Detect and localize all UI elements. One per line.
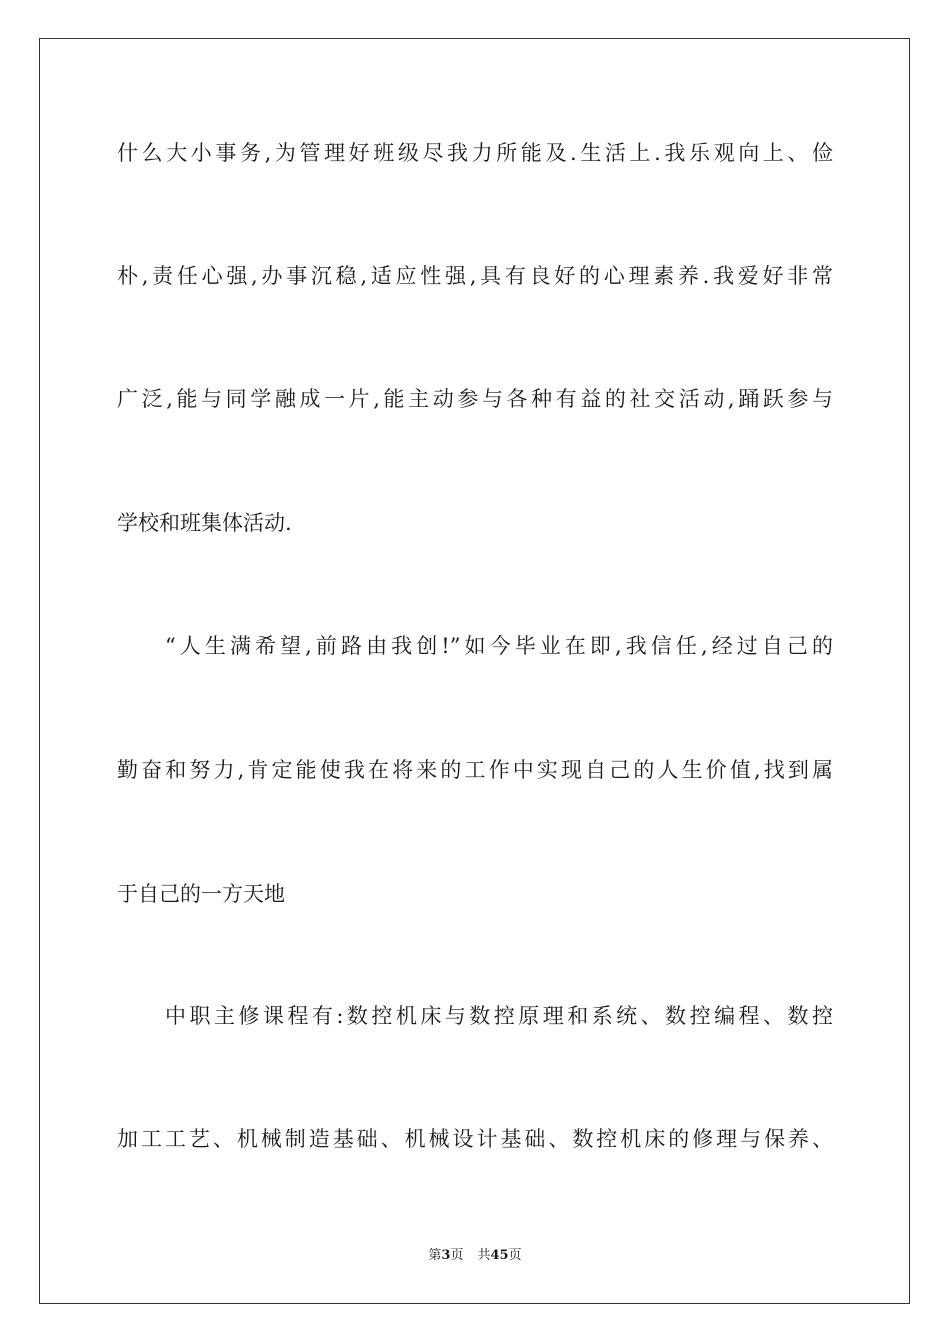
body-text-line-8: 中职主修课程有:数控机床与数控原理和系统、数控编程、数控 bbox=[165, 1004, 833, 1028]
body-text-line-4: 学校和班集体活动. bbox=[117, 511, 292, 535]
footer-page-prefix: 第 bbox=[428, 1248, 442, 1263]
body-text-line-3: 广泛,能与同学融成一片,能主动参与各种有益的社交活动,踊跃参与 bbox=[117, 387, 833, 411]
page-footer bbox=[0, 1246, 950, 1266]
body-text-line-7: 于自己的一方天地 bbox=[117, 882, 285, 906]
footer-total-pages: 45 bbox=[490, 1248, 509, 1263]
footer-total-prefix: 共 bbox=[477, 1248, 491, 1263]
footer-page-number: 3 bbox=[441, 1248, 451, 1263]
body-text-line-2: 朴,责任心强,办事沉稳,适应性强,具有良好的心理素养.我爱好非常 bbox=[117, 264, 833, 288]
page-border bbox=[39, 38, 910, 1304]
body-text-line-6: 勤奋和努力,肯定能使我在将来的工作中实现自己的人生价值,找到属 bbox=[117, 758, 833, 782]
body-text-line-9: 加工工艺、机械制造基础、机械设计基础、数控机床的修理与保养、 bbox=[117, 1127, 833, 1151]
footer-page-suffix: 页 bbox=[450, 1248, 464, 1263]
footer-total-suffix: 页 bbox=[508, 1248, 522, 1263]
body-text-line-1: 什么大小事务,为管理好班级尽我力所能及.生活上.我乐观向上、俭 bbox=[117, 141, 833, 165]
body-text-line-5: “人生满希望,前路由我创!”如今毕业在即,我信任,经过自己的 bbox=[165, 634, 833, 658]
